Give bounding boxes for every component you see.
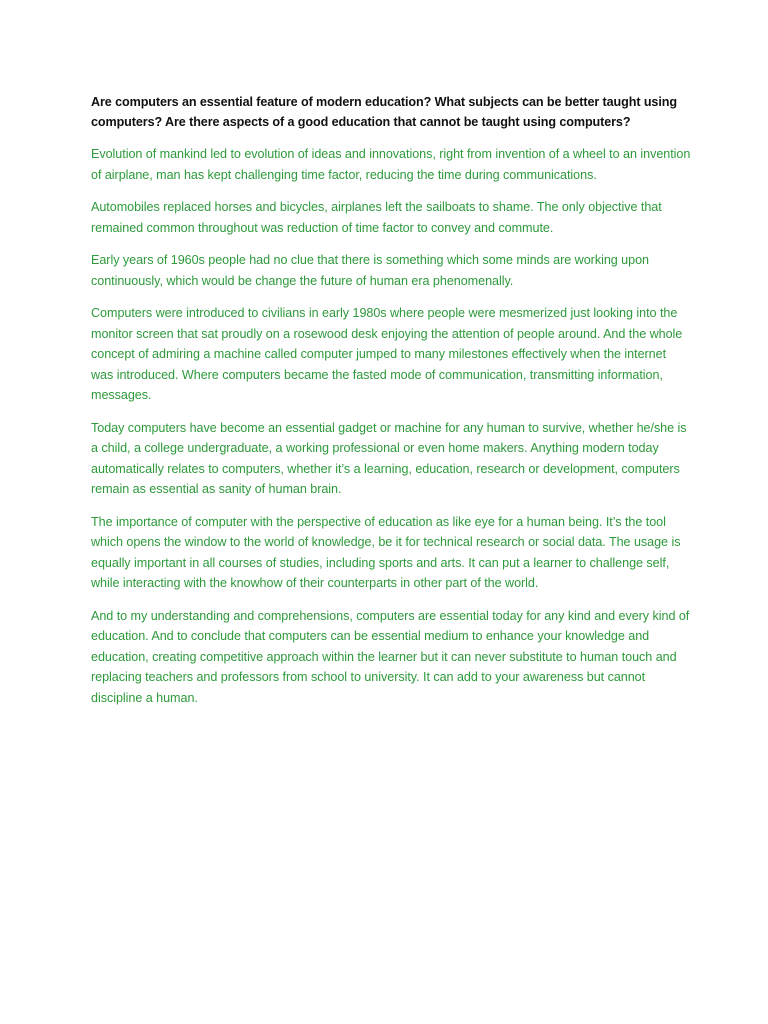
- paragraph-4: Computers were introduced to civilians in early 1980s where people were mesmerized just looking into the monitor screen that sat proudly on a rosewood desk enjoying the attention of people around. And the whole concept of admiring a machine called computer jumped to many milestones effectively when the internet was introduced. Where computers became the fasted mode of communication, transmitting information, messages.: [91, 306, 683, 402]
- paragraph-6: The importance of computer with the perspective of education as like eye for a human being. It’s the tool which opens the window to the world of knowledge, be it for technical research or social data. The usage is equally important in all courses of studies, including sports and arts. It can put a learner to challenge self, while interacting with the knowhow of their counterparts in other part of the world.: [91, 514, 681, 590]
- paragraph-5: Today computers have become an essential gadget or machine for any human to survive, whether he/she is a child, a college undergraduate, a working professional or even home makers. Anything modern today automatically relates to computers, whether it’s a learning, education, research or development, computers remain as essential as sanity of human brain.: [91, 420, 687, 496]
- paragraph-1: Evolution of mankind led to evolution of ideas and innovations, right from invention of a wheel to an invention of airplane, man has kept challenging time factor, reducing the time during communications.: [91, 147, 691, 182]
- paragraph-3: Early years of 1960s people had no clue that there is something which some minds are working upon continuously, which would be change the future of human era phenomenally.: [91, 253, 649, 288]
- paragraph-2: Automobiles replaced horses and bicycles, airplanes left the sailboats to shame. The only objective that remained common throughout was reduction of time factor to convey and commute.: [91, 200, 662, 235]
- essay-question: Are computers an essential feature of modern education? What subjects can be better taught using computers? Are there aspects of a good education that cannot be taught using computers?: [91, 95, 677, 129]
- document-body: [91, 92, 691, 720]
- paragraph-7: And to my understanding and comprehensions, computers are essential today for any kind and every kind of education. And to conclude that computers can be essential medium to enhance your knowledge and education, creating competitive approach within the learner but it can never substitute to human touch and replacing teachers and professors from school to university. It can add to your awareness but cannot discipline a human.: [91, 608, 690, 705]
